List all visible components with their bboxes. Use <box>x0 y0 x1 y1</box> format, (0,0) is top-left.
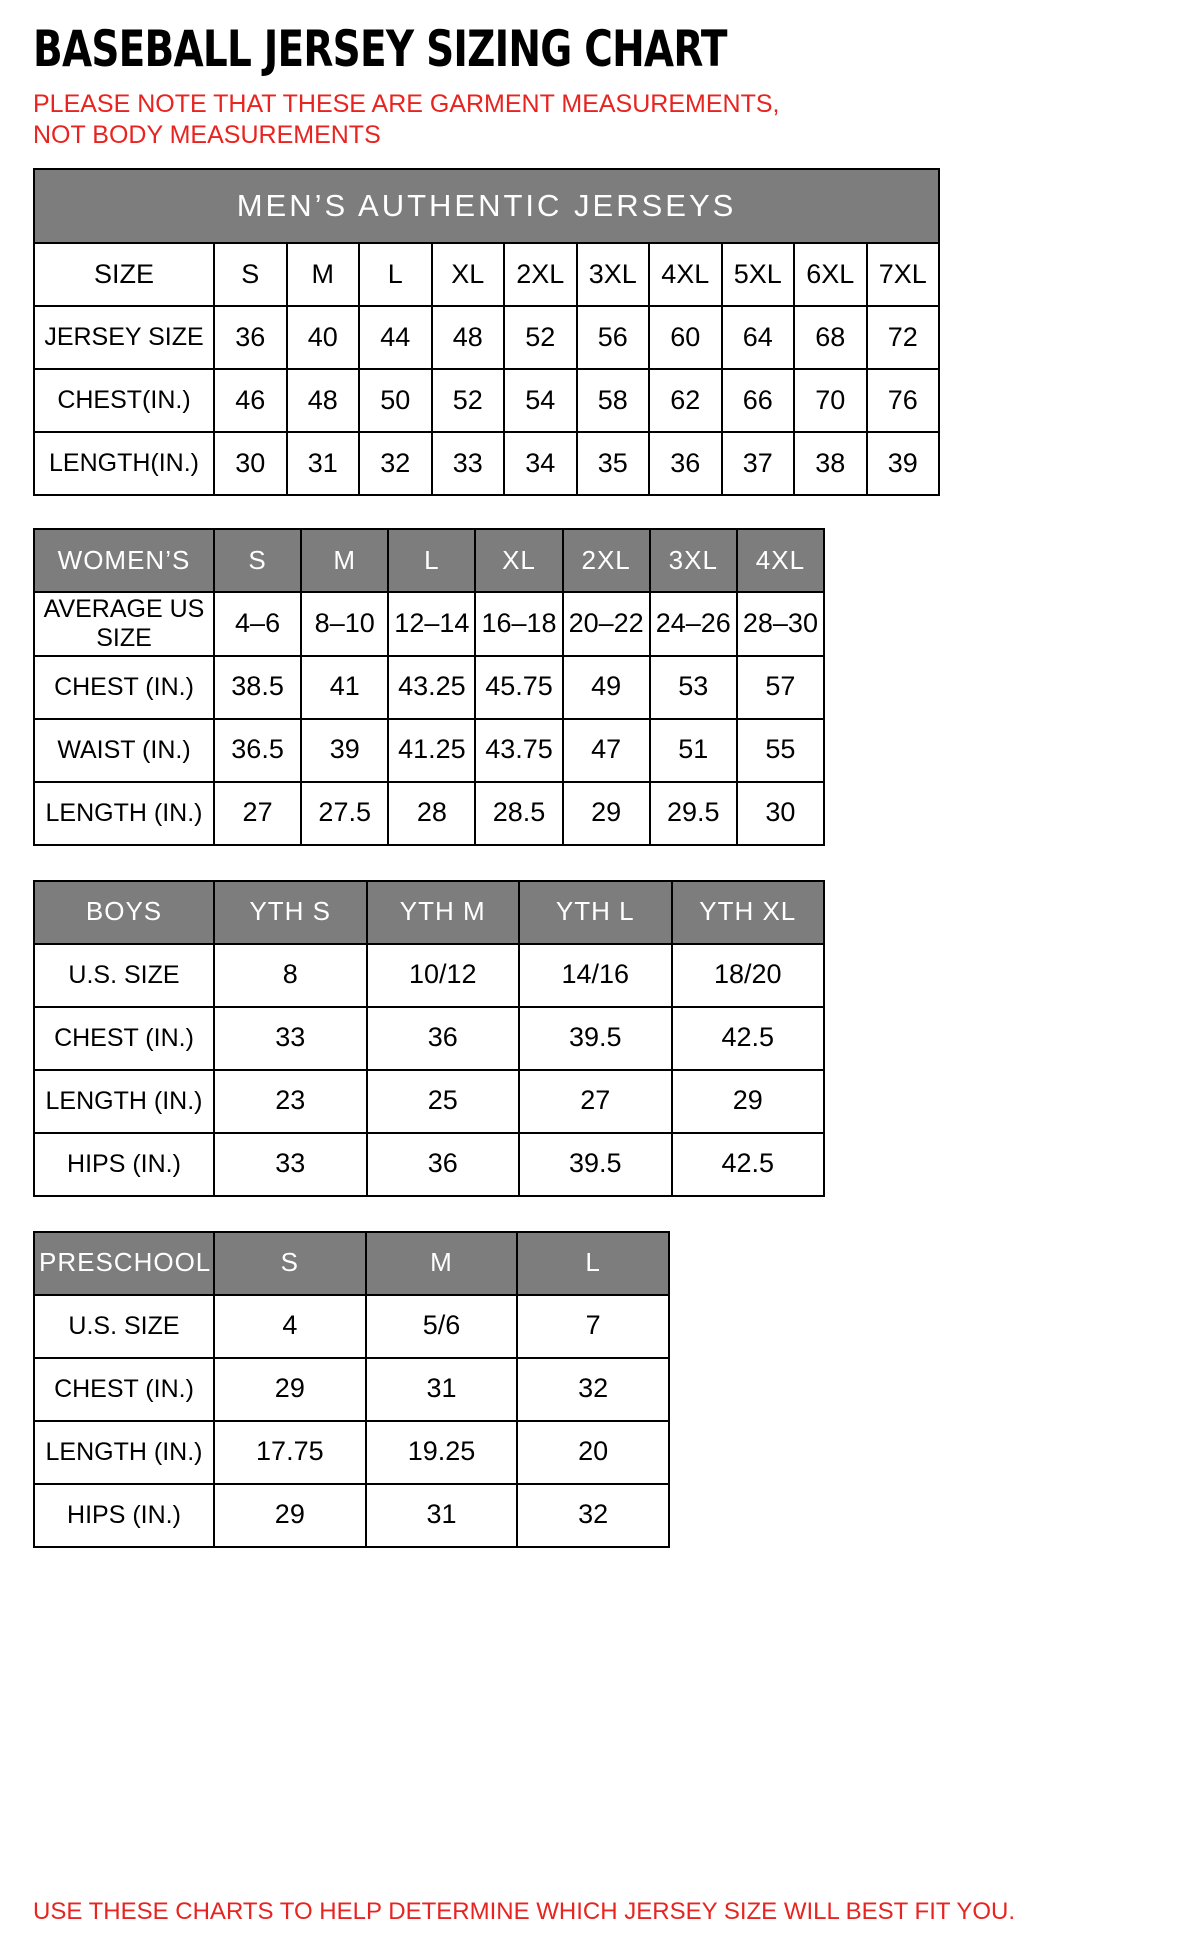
column-header: SIZE <box>34 243 214 306</box>
table-cell: 25 <box>367 1070 520 1133</box>
column-header: 2XL <box>563 529 650 592</box>
column-header: 3XL <box>650 529 737 592</box>
column-header: 2XL <box>504 243 577 306</box>
table-row <box>34 782 824 845</box>
page-title: BASEBALL JERSEY SIZING CHART <box>33 20 727 78</box>
table-row <box>34 944 824 1007</box>
table-cell: 4 <box>214 1295 366 1358</box>
table-cell: 30 <box>214 432 287 495</box>
table-cell: 42.5 <box>672 1133 825 1196</box>
table-cell: 29 <box>214 1484 366 1547</box>
table-cell: 39.5 <box>519 1133 672 1196</box>
row-label: LENGTH(IN.) <box>34 432 214 495</box>
table-cell: 43.25 <box>388 656 475 719</box>
table-cell: 31 <box>366 1484 518 1547</box>
table-cell: 18/20 <box>672 944 825 1007</box>
table-row <box>34 1133 824 1196</box>
table-cell: 58 <box>577 369 650 432</box>
table-cell: 29.5 <box>650 782 737 845</box>
table-cell: 10/12 <box>367 944 520 1007</box>
table-cell: 28.5 <box>475 782 562 845</box>
table-cell: 20 <box>517 1421 669 1484</box>
table-cell: 33 <box>432 432 505 495</box>
table-cell: 41.25 <box>388 719 475 782</box>
table-cell: 76 <box>867 369 940 432</box>
column-header: BOYS <box>34 881 214 944</box>
row-label: CHEST (IN.) <box>34 1358 214 1421</box>
column-header: S <box>214 529 301 592</box>
column-header: 4XL <box>649 243 722 306</box>
table-cell: 29 <box>214 1358 366 1421</box>
table-cell: 44 <box>359 306 432 369</box>
table-cell: 48 <box>287 369 360 432</box>
header-row <box>34 243 939 306</box>
row-label: JERSEY SIZE <box>34 306 214 369</box>
column-header: L <box>359 243 432 306</box>
table-cell: 32 <box>517 1358 669 1421</box>
table-cell: 32 <box>359 432 432 495</box>
column-header: S <box>214 243 287 306</box>
column-header: PRESCHOOL <box>34 1232 214 1295</box>
table-cell: 49 <box>563 656 650 719</box>
table-row <box>34 1421 669 1484</box>
column-header: S <box>214 1232 366 1295</box>
row-label: CHEST (IN.) <box>34 1007 214 1070</box>
table-cell: 36 <box>649 432 722 495</box>
table-cell: 24–26 <box>650 592 737 656</box>
table-cell: 29 <box>672 1070 825 1133</box>
table-cell: 68 <box>794 306 867 369</box>
table-cell: 70 <box>794 369 867 432</box>
table-cell: 31 <box>366 1358 518 1421</box>
table-row <box>34 432 939 495</box>
table-cell: 60 <box>649 306 722 369</box>
column-header: WOMEN’S <box>34 529 214 592</box>
column-header: XL <box>475 529 562 592</box>
column-header: M <box>287 243 360 306</box>
table-cell: 51 <box>650 719 737 782</box>
table-cell: 34 <box>504 432 577 495</box>
table-cell: 52 <box>504 306 577 369</box>
table-row <box>34 1070 824 1133</box>
column-header: YTH XL <box>672 881 825 944</box>
table-cell: 36 <box>367 1133 520 1196</box>
column-header: 7XL <box>867 243 940 306</box>
table-row <box>34 1484 669 1547</box>
table-row <box>34 719 824 782</box>
table-cell: 33 <box>214 1007 367 1070</box>
column-header: YTH S <box>214 881 367 944</box>
row-label: U.S. SIZE <box>34 1295 214 1358</box>
table-cell: 45.75 <box>475 656 562 719</box>
column-header: YTH M <box>367 881 520 944</box>
table-cell: 53 <box>650 656 737 719</box>
column-header: 4XL <box>737 529 824 592</box>
table-cell: 38 <box>794 432 867 495</box>
row-label: WAIST (IN.) <box>34 719 214 782</box>
table-cell: 27 <box>214 782 301 845</box>
table-cell: 36 <box>214 306 287 369</box>
preschool-sizing-table <box>33 1231 670 1548</box>
table-cell: 56 <box>577 306 650 369</box>
row-label: LENGTH (IN.) <box>34 782 214 845</box>
column-header: 5XL <box>722 243 795 306</box>
row-label: LENGTH (IN.) <box>34 1070 214 1133</box>
row-label: U.S. SIZE <box>34 944 214 1007</box>
table-cell: 36.5 <box>214 719 301 782</box>
row-label: HIPS (IN.) <box>34 1484 214 1547</box>
table-cell: 4–6 <box>214 592 301 656</box>
table-cell: 5/6 <box>366 1295 518 1358</box>
table-row <box>34 1358 669 1421</box>
measurement-note: PLEASE NOTE THAT THESE ARE GARMENT MEASUREMENTS, NOT BODY MEASUREMENTS <box>33 90 780 149</box>
row-label: HIPS (IN.) <box>34 1133 214 1196</box>
table-cell: 36 <box>367 1007 520 1070</box>
table-row <box>34 656 824 719</box>
table-cell: 39 <box>867 432 940 495</box>
table-cell: 30 <box>737 782 824 845</box>
table-cell: 41 <box>301 656 388 719</box>
column-header: M <box>366 1232 518 1295</box>
table-row <box>34 1007 824 1070</box>
table-banner: MEN’S AUTHENTIC JERSEYS <box>34 169 939 243</box>
table-cell: 16–18 <box>475 592 562 656</box>
table-cell: 48 <box>432 306 505 369</box>
table-cell: 54 <box>504 369 577 432</box>
table-cell: 40 <box>287 306 360 369</box>
table-cell: 20–22 <box>563 592 650 656</box>
table-cell: 42.5 <box>672 1007 825 1070</box>
column-header: M <box>301 529 388 592</box>
table-cell: 38.5 <box>214 656 301 719</box>
row-label: CHEST (IN.) <box>34 656 214 719</box>
table-cell: 29 <box>563 782 650 845</box>
mens-sizing-table <box>33 168 940 496</box>
header-row <box>34 881 824 944</box>
table-cell: 8–10 <box>301 592 388 656</box>
table-cell: 46 <box>214 369 287 432</box>
table-cell: 12–14 <box>388 592 475 656</box>
column-header: 3XL <box>577 243 650 306</box>
table-cell: 28–30 <box>737 592 824 656</box>
table-cell: 8 <box>214 944 367 1007</box>
row-label: AVERAGE US SIZE <box>34 592 214 656</box>
row-label: CHEST(IN.) <box>34 369 214 432</box>
table-banner-row <box>34 169 939 243</box>
table-cell: 23 <box>214 1070 367 1133</box>
table-cell: 14/16 <box>519 944 672 1007</box>
table-cell: 72 <box>867 306 940 369</box>
table-cell: 39 <box>301 719 388 782</box>
table-cell: 27 <box>519 1070 672 1133</box>
column-header: L <box>388 529 475 592</box>
table-cell: 17.75 <box>214 1421 366 1484</box>
table-row <box>34 592 824 656</box>
table-cell: 33 <box>214 1133 367 1196</box>
table-row <box>34 306 939 369</box>
table-cell: 7 <box>517 1295 669 1358</box>
table-cell: 43.75 <box>475 719 562 782</box>
table-cell: 66 <box>722 369 795 432</box>
table-cell: 27.5 <box>301 782 388 845</box>
table-cell: 19.25 <box>366 1421 518 1484</box>
table-cell: 28 <box>388 782 475 845</box>
table-cell: 55 <box>737 719 824 782</box>
table-cell: 35 <box>577 432 650 495</box>
table-cell: 50 <box>359 369 432 432</box>
column-header: 6XL <box>794 243 867 306</box>
table-cell: 47 <box>563 719 650 782</box>
boys-sizing-table <box>33 880 825 1197</box>
table-row <box>34 369 939 432</box>
table-cell: 31 <box>287 432 360 495</box>
table-cell: 32 <box>517 1484 669 1547</box>
row-label: LENGTH (IN.) <box>34 1421 214 1484</box>
table-cell: 37 <box>722 432 795 495</box>
table-cell: 57 <box>737 656 824 719</box>
header-row <box>34 529 824 592</box>
table-cell: 52 <box>432 369 505 432</box>
header-row <box>34 1232 669 1295</box>
table-cell: 64 <box>722 306 795 369</box>
table-cell: 39.5 <box>519 1007 672 1070</box>
column-header: XL <box>432 243 505 306</box>
womens-sizing-table <box>33 528 825 846</box>
footer-note: USE THESE CHARTS TO HELP DETERMINE WHICH JERSEY SIZE WILL BEST FIT YOU. <box>33 1898 1016 1925</box>
column-header: YTH L <box>519 881 672 944</box>
table-cell: 62 <box>649 369 722 432</box>
table-row <box>34 1295 669 1358</box>
column-header: L <box>517 1232 669 1295</box>
